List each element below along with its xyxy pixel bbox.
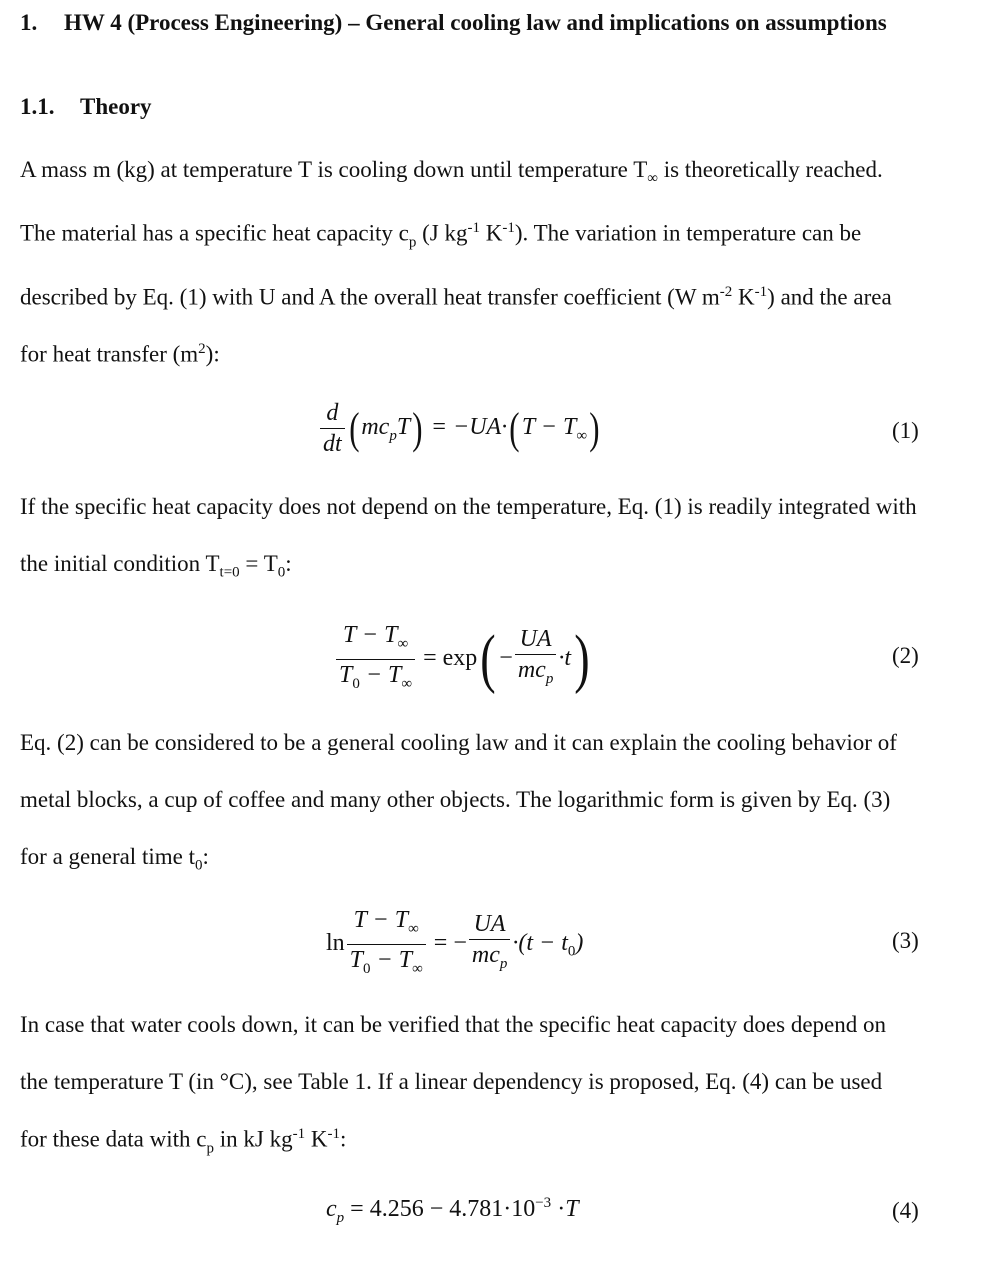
superscript: -1 [327,1126,340,1142]
text: T − T [353,907,409,933]
paren: ) [574,622,590,696]
subscript: p [336,1209,345,1226]
denominator [515,655,556,694]
denominator [336,660,415,699]
text: for heat transfer (m [20,341,199,367]
para3-line1: Eq. (2) can be considered to be a general cooling law and it can explain the cooling behavior of [20,730,897,755]
para4-line1: In case that water cools down, it can be verified that the specific heat capacity does depend on [20,1012,886,1037]
superscript: -2 [719,284,733,300]
numerator [336,620,415,660]
times-t: ·t [558,644,571,671]
subscript: p [389,427,397,444]
para3-line2: metal blocks, a cup of coffee and many other objects. The logarithmic form is given by Eq. (3) [20,787,891,812]
text: (J kg [416,220,468,246]
section-heading [20,10,887,36]
numerator: UA [515,624,556,655]
tail: ) [575,929,584,956]
text: T [339,661,353,688]
rhs: = 4.256 − 4.781·10 [344,1196,536,1222]
equation-number-2: (2) [892,643,919,668]
superscript: -1 [502,220,515,236]
para4-line3 [20,1126,346,1157]
paren: ) [589,403,600,453]
para4-line2: the temperature T (in °C), see Table 1. If a linear dependency is proposed, Eq. (4) can be used [20,1069,883,1094]
subsection-title: Theory [80,94,152,119]
text: = T [239,551,278,576]
subscript: t=0 [219,564,240,581]
text: ) and the area [767,284,892,310]
text: for a general time t [20,844,195,869]
text: ): [205,341,220,367]
subscript: ∞ [401,675,413,692]
text: mc [471,942,500,969]
equation-number-3: (3) [892,928,919,953]
subscript: ∞ [412,960,423,977]
section-number: 1. [20,10,38,35]
text: ). The variation in temperature can be [514,220,862,246]
subscript: 0 [277,564,286,581]
minus: − [499,644,513,671]
text: described by Eq. (1) with U and A the overall heat transfer coefficient (W m [20,284,720,310]
para3-line3 [20,844,209,875]
text: K [732,284,755,310]
subscript: p [408,234,417,251]
denominator [469,940,510,979]
rhs: = −UA· [424,414,508,441]
paren: ( [509,403,520,453]
text: for these data with c [20,1126,207,1152]
text: − T [370,946,413,973]
text: T [349,946,364,973]
equation-1 [318,398,602,459]
para1-line3 [20,284,892,311]
equation-2 [334,620,593,699]
text: The material has a specific heat capacity c [20,220,409,246]
subsection-number: 1.1. [20,94,55,119]
subscript: ∞ [397,635,409,652]
superscript: -1 [292,1126,306,1142]
para1-line1 [20,157,883,188]
var-t: T [396,414,411,441]
equation-number-4: (4) [892,1198,919,1223]
superscript: 2 [198,341,206,357]
subscript: 0 [352,675,360,692]
subscript: 0 [194,857,203,874]
tail: ·(t − t [512,929,568,956]
coefficient-fraction [469,909,510,979]
exponent-fraction [515,624,556,694]
var-c: c [326,1196,337,1222]
var-t: T [565,1196,579,1222]
superscript: -1 [754,284,768,300]
text: : [285,551,292,576]
ratio-fraction [347,905,426,984]
text: A mass m (kg) at temperature T is cooling down until temperature T [20,157,648,182]
para2-line1: If the specific heat capacity does not depend on the temperature, Eq. (1) is readily integrated with [20,494,917,519]
subscript: p [499,956,508,973]
subscript: ∞ [576,427,588,444]
derivative-fraction [320,398,345,459]
numerator [347,905,426,945]
equation-number-1: (1) [892,418,919,443]
subscript: 0 [363,960,371,977]
exp: = exp [417,644,478,671]
numerator: d [320,398,345,429]
text: K [305,1126,328,1152]
rhs: · [551,1196,566,1222]
mc: mc [361,414,390,441]
text: mc [517,657,546,684]
text: the initial condition T [20,551,220,576]
equals-minus: = − [427,929,467,956]
text: in kJ kg [213,1126,293,1152]
difference: T − T [521,414,577,441]
equation-4 [326,1195,579,1227]
paren: ( [480,622,496,696]
subsection-heading [20,94,152,120]
paren: ) [412,403,423,453]
subscript: p [206,1140,214,1157]
paren: ( [348,403,360,453]
text: is theoretically reached. [657,157,883,182]
text: T − T [342,622,398,648]
denominator [347,945,426,984]
subscript: ∞ [408,920,419,937]
para2-line2 [20,551,292,582]
denominator: dt [323,431,342,457]
ln: ln [326,929,345,956]
equation-3 [326,905,583,984]
text: : [202,844,209,869]
para1-line2 [20,220,861,251]
text: − T [359,661,402,688]
text: K [480,220,503,246]
subscript: p [545,671,554,688]
numerator: UA [469,909,510,940]
subscript: 0 [567,943,576,960]
subscript: ∞ [647,170,658,187]
para1-line4 [20,341,220,368]
ratio-fraction [336,620,415,699]
text: : [339,1126,347,1152]
section-title: HW 4 (Process Engineering) – General cooling law and implications on assumptions [64,10,887,35]
superscript: -1 [467,220,480,236]
superscript: −3 [535,1195,552,1211]
